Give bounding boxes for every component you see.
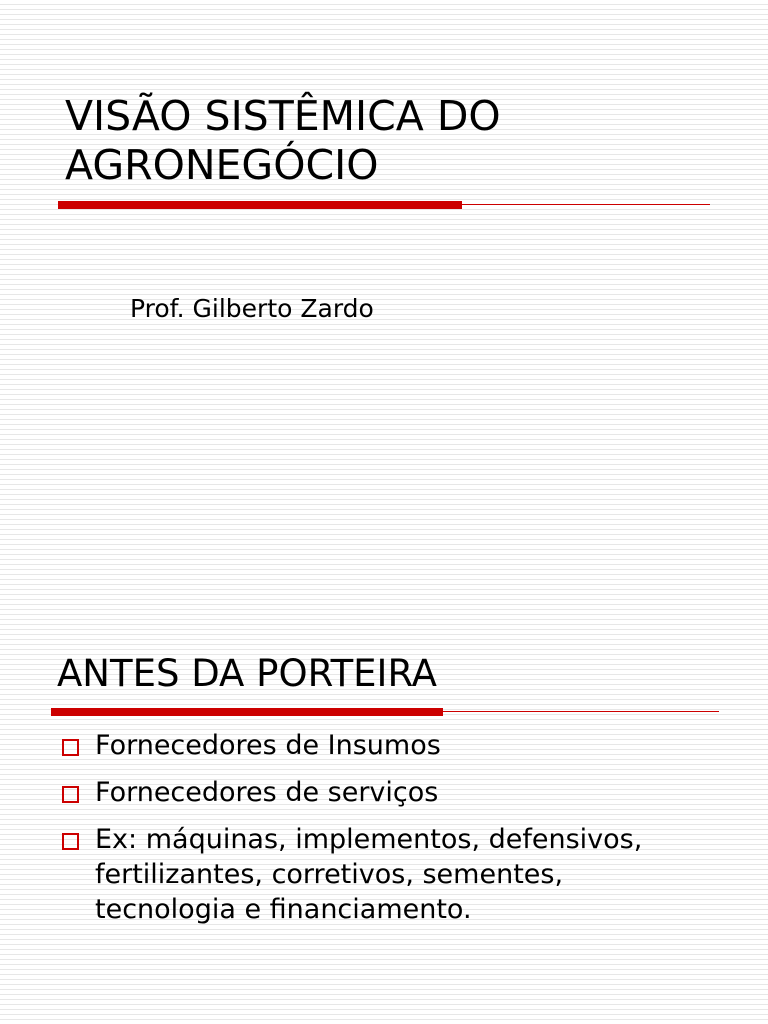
title-underline-thick [58,201,462,209]
bullet-item [62,822,712,927]
square-bullet-icon [62,833,79,850]
bullet-text: Fornecedores de Insumos [95,730,441,761]
presenter-name: Prof. Gilberto Zardo [130,294,374,323]
bullet-text: Fornecedores de serviços [95,777,439,808]
bullet-list [62,728,712,939]
bullet-text: Ex: máquinas, implementos, defensivos, fertilizantes, corretivos, sementes, tecnologia e financiamento. [95,824,643,925]
title-line-1: VISÃO SISTÊMICA DO [65,92,501,140]
title-underline-thin [462,204,710,205]
slide-title-heading [65,92,705,190]
slide-antes-da-porteira [0,512,768,1024]
bullet-item [62,775,712,810]
square-bullet-icon [62,739,79,756]
slide-heading: ANTES DA PORTEIRA [57,652,437,695]
bullet-item [62,728,712,763]
square-bullet-icon [62,786,79,803]
heading-underline-thick [51,708,443,716]
heading-underline-thin [443,711,719,712]
title-line-2: AGRONEGÓCIO [65,141,379,190]
